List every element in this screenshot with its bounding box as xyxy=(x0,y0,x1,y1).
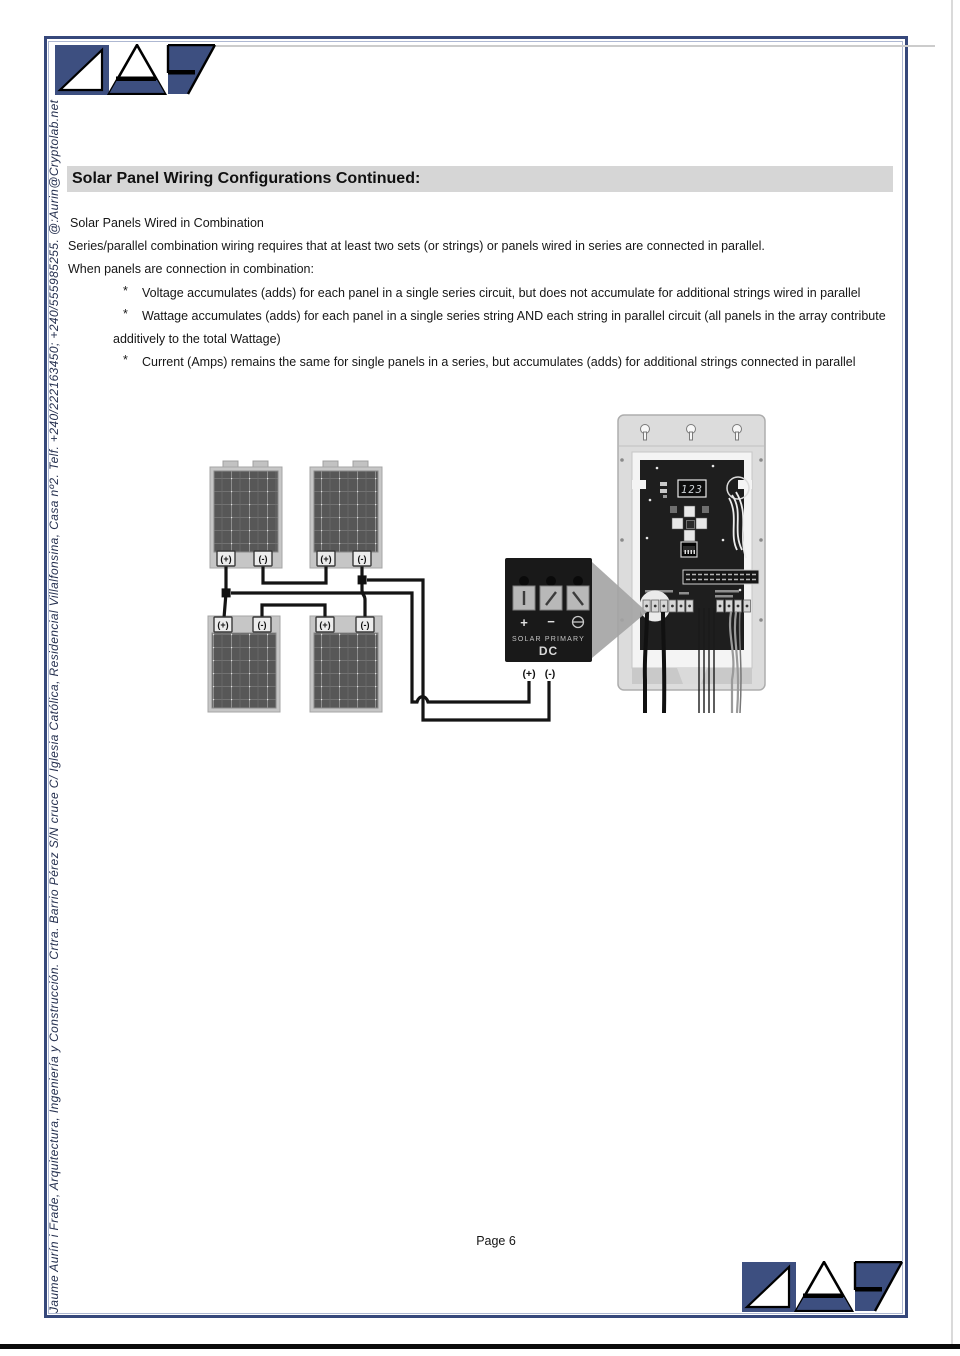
lead-positive-label: (+) xyxy=(522,668,536,680)
page-title: Solar Panel Wiring Configurations Continued: xyxy=(72,170,421,187)
controller-display: 123 xyxy=(681,484,703,496)
sidebar-contact-text: Jaume Aurín i Frade, Arquitectura, Ingeniería y Construcción. Crtra. Barrio Pérez S/N cruce C/ Iglesia Católica, Residencial Villalfonsina, Casa nº2. Telf. +240/222163450; +240/555985255. @:Aurin@Cryptolab.net xyxy=(47,99,61,1313)
bullet-marker: * xyxy=(123,307,128,321)
scan-bottom-bar xyxy=(0,1344,960,1349)
series-wire-top-row xyxy=(263,566,326,583)
header-divider-line xyxy=(216,45,935,47)
dc-box-type: DC xyxy=(538,644,559,658)
dc-terminal-blocks xyxy=(513,576,589,610)
paragraph-series-parallel: Series/parallel combination wiring requires that at least two sets (or strings) or panels wired in series are connected in parallel. xyxy=(68,239,765,253)
terminal-label: (-) xyxy=(357,554,367,564)
bullet-text: Wattage accumulates (adds) for each panel in a single series string AND each string in parallel circuit (all panels in the array contribute additively to the total Wattage) xyxy=(113,309,886,346)
company-logo-top xyxy=(54,44,216,95)
bullet-voltage xyxy=(113,282,891,305)
lead-negative-label: (-) xyxy=(544,668,556,680)
terminal-label: (+) xyxy=(319,620,331,630)
section-title-bar xyxy=(67,166,893,192)
wiring-diagram xyxy=(195,400,775,730)
bullet-text: Current (Amps) remains the same for single panels in a series, but accumulates (adds) for additional strings connected in parallel xyxy=(142,355,856,369)
terminal-label: (-) xyxy=(360,620,370,630)
terminal-label: (-) xyxy=(257,620,267,630)
spec-label xyxy=(683,570,759,584)
charge-controller xyxy=(618,415,765,713)
bullet-marker: * xyxy=(123,284,128,298)
bullet-current xyxy=(113,351,891,374)
terminal-label: (-) xyxy=(258,554,268,564)
dc-minus-label: − xyxy=(547,614,555,629)
junction-dot-positive xyxy=(222,588,231,597)
dc-box-name: SOLAR PRIMARY xyxy=(511,636,586,643)
company-logo-bottom xyxy=(741,1261,903,1312)
company-logo-icon xyxy=(741,1261,903,1312)
junction-dot-negative xyxy=(358,575,367,584)
wire-p4-negative-hop xyxy=(362,580,365,618)
terminal-label: (+) xyxy=(320,554,332,564)
dc-plus-label: + xyxy=(520,615,528,630)
bullet-marker: * xyxy=(123,353,128,367)
scan-edge-line xyxy=(951,0,953,1344)
connector-block xyxy=(681,542,697,557)
terminal-label: (+) xyxy=(217,620,229,630)
page-number: Page 6 xyxy=(476,1234,516,1248)
dc-terminal-detail-box xyxy=(505,558,592,662)
bullet-wattage xyxy=(113,305,891,351)
bullet-text: Voltage accumulates (adds) for each panel in a single series circuit, but does not accumulate for additional strings wired in parallel xyxy=(142,286,861,300)
paragraph-when-panels: When panels are connection in combination: xyxy=(68,262,314,276)
wiring-diagram-figure xyxy=(195,400,775,730)
subtitle: Solar Panels Wired in Combination xyxy=(70,216,264,230)
terminal-label: (+) xyxy=(220,554,232,564)
company-logo-icon xyxy=(54,44,216,95)
